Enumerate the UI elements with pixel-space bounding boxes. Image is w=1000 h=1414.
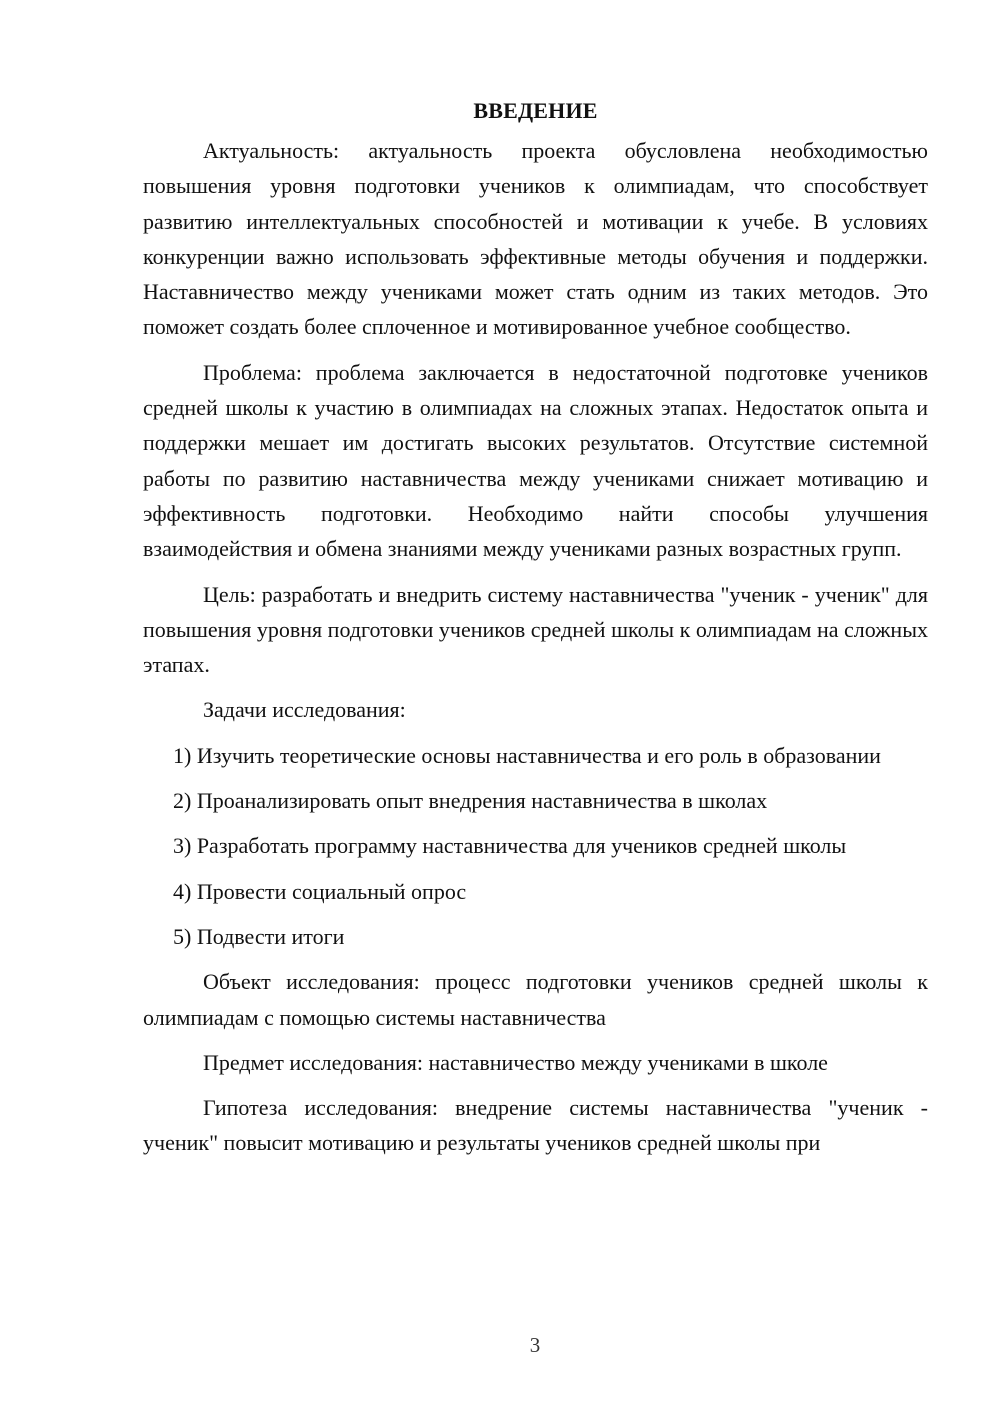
hypothesis-paragraph: Гипотеза исследования: внедрение системы наставничества "ученик - ученик" повысит мотивацию и результаты учеников средней школы при xyxy=(143,1095,928,1156)
task-item-1: 1) Изучить теоретические основы наставничества и его роль в образовании xyxy=(173,742,881,768)
relevance-paragraph: Актуальность: актуальность проекта обусловлена необходимостью повышения уровня подготовки учеников к олимпиадам, что способствует развитию интеллектуальных способностей и мотивации к учебе. В условиях конкуренции важно использовать эффективные методы обучения и поддержки. Наставничество между учениками может стать одним из таких методов. Это поможет создать более сплоченное и мотивированное учебное сообщество. xyxy=(143,138,928,340)
problem-paragraph: Проблема: проблема заключается в недостаточной подготовке учеников средней школы к участию в олимпиадах на сложных этапах. Недостаток опыта и поддержки мешает им достигать высоких результатов. Отсутствие системной работы по развитию наставничества между учениками снижает мотивацию и эффективность подготовки. Необходимо найти способы улучшения взаимодействия и обмена знаниями между учениками разных возрастных групп. xyxy=(143,359,928,562)
task-item-4: 4) Провести социальный опрос xyxy=(173,878,467,904)
object-paragraph: Объект исследования: процесс подготовки учеников средней школы к олимпиадам с помощью системы наставничества xyxy=(143,969,928,1030)
page-number: 3 xyxy=(529,1333,541,1357)
tasks-heading: Задачи исследования: xyxy=(203,697,406,723)
subject-paragraph: Предмет исследования: наставничество между учениками в школе xyxy=(203,1049,828,1075)
task-item-3: 3) Разработать программу наставничества для учеников средней школы xyxy=(173,833,847,859)
task-item-5: 5) Подвести итоги xyxy=(173,923,345,949)
tasks-list xyxy=(143,738,928,954)
task-item-2: 2) Проанализировать опыт внедрения наставничества в школах xyxy=(173,788,768,814)
goal-paragraph: Цель: разработать и внедрить систему наставничества "ученик - ученик" для повышения уровня подготовки учеников средней школы к олимпиадам на сложных этапах. xyxy=(143,581,928,678)
section-title: ВВЕДЕНИЕ xyxy=(473,98,598,123)
document-page xyxy=(143,96,928,1171)
